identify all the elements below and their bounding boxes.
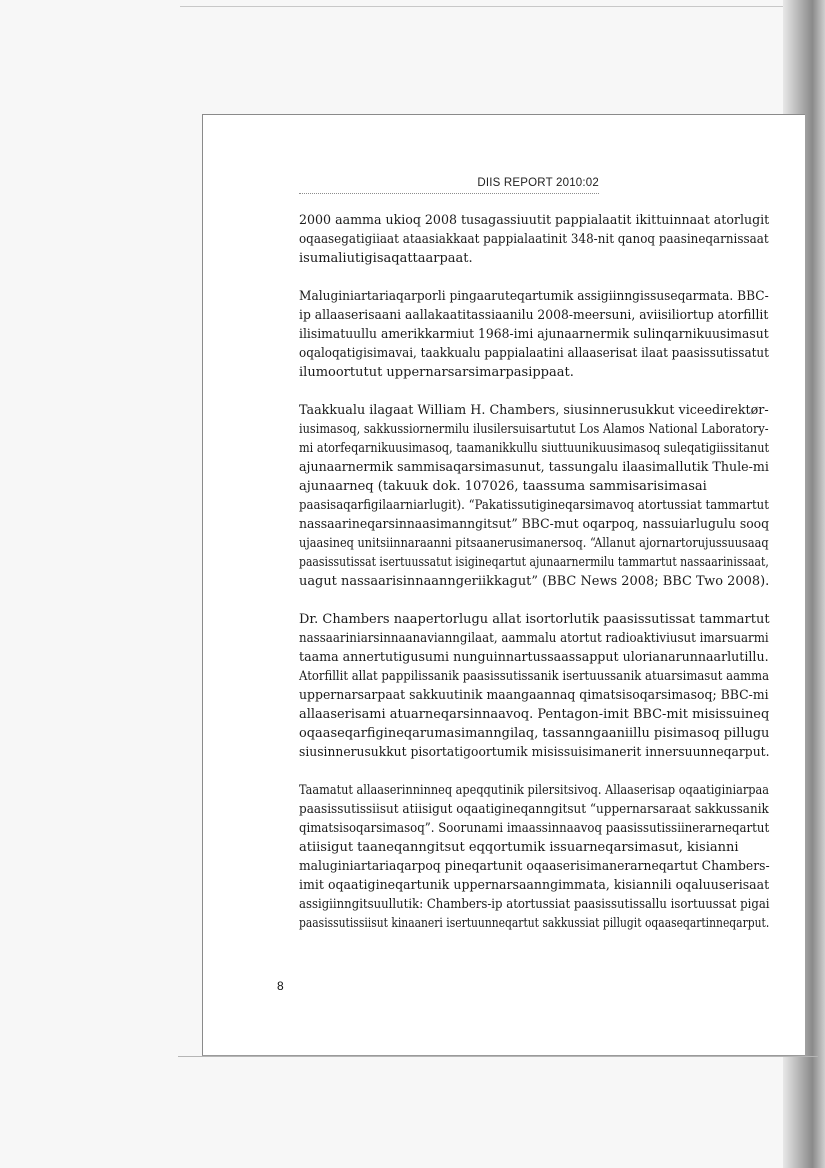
text-line: isumaliutigisaqattaarpaat. [299,251,473,266]
text-line: 2000 aamma ukioq 2008 tusagassiuutit pappialaatit ikittuinnaat atorlugit [299,213,770,228]
page-shadow [178,1056,818,1057]
text-line: ajunaarneq (takuuk dok. 107026, taassuma sammisarisimasai [299,479,707,494]
paragraph-4 [299,610,769,762]
text-line: Atorfillit allat pappilissanik paasissutissanik isertuussanik atuarsimasut aamma [299,669,770,684]
text-line: ilumoortutut uppernarsarsimarpasippaat. [299,365,574,380]
text-line: siusinnerusukkut pisortatigoortumik misissuisimanerit innersuunneqarput. [299,745,770,760]
text-line: oqaaseqarfigineqarumasimanngilaq, tassanngaaniillu pisimasoq pillugu [299,726,770,741]
paragraph-1 [299,211,769,268]
text-line: nassaarineqarsinnaasimanngitsut” BBC-mut oqarpoq, nassuiarlugulu sooq [299,517,770,532]
text-line: maluginiartariaqarpoq pineqartunit oqaaserisimanerarneqartut Chambers- [299,859,770,874]
text-line: ilisimatuullu amerikkarmiut 1968-imi ajunaarnermik sulinqarnikuusimasut [299,327,769,342]
text-line: allaaserisami atuarneqarsinnaavoq. Pentagon-imit BBC-mit misissuineq [299,707,770,722]
text-line: imit oqaatigineqartunik uppernarsaanngimmata, kisiannili oqaluuserisaat [299,878,770,893]
text-line: ajunaarnermik sammisaqarsimasunut, tassungalu ilaasimallutik Thule-mi [299,460,769,475]
text-line: Taamatut allaaserinninneq apeqqutinik pilersitsivoq. Allaaserisap oqaatiginiarpaa [299,783,769,798]
text-line: nassaariniarsinnaanavianngilaat, aammalu atortut radioaktiviusut imarsuarmi [299,631,769,646]
text-line: paasissutissiisut kinaaneri isertuunneqartut sakkussiat pillugit oqaaseqartinneqarput. [299,916,770,931]
text-line: paasisaqarfigilaarniarlugit). “Pakatissutigineqarsimavoq atortussiat tammartut [299,498,769,513]
document-page [202,114,805,1056]
text-line: paasissutissat isertuussatut isigineqartut ajunaarnermilu tammartut nassaarinissaat, [299,555,769,570]
scan-top-edge [180,6,820,7]
report-title: DIIS REPORT 2010:02 [477,177,599,189]
text-line: iusimasoq, sakkussiornermilu ilusilersuisartutut Los Alamos National Laboratory- [299,422,769,437]
text-line: Taakkualu ilagaat William H. Chambers, siusinnerusukkut viceedirektør- [299,403,769,418]
paragraph-2 [299,287,769,382]
text-line: paasissutissiisut atiisigut oqaatigineqanngitsut “uppernarsaraat sakkussanik [299,802,769,817]
text-line: Maluginiartariaqarporli pingaaruteqartumik assigiinngissuseqarmata. BBC- [299,289,769,304]
paragraph-3 [299,401,769,591]
body-text [299,211,769,952]
text-line: oqaloqatigisimavai, taakkualu pappialaatini allaaserisat ilaat paasissutissatut [299,346,769,361]
text-line: assigiinngitsuullutik: Chambers-ip atortussiat paasissutissallu isortuussat pigai [299,897,770,912]
text-line: oqaasegatigiiaat ataasiakkaat pappialaatinit 348-nit qanoq paasineqarnissaat [299,232,769,247]
text-line: uagut nassaarisinnaanngeriikkagut” (BBC News 2008; BBC Two 2008). [299,574,770,589]
paragraph-5 [299,781,769,933]
text-line: mi atorfeqarnikuusimasoq, taamanikkullu siuttuunikuusimasoq suleqatigiissitanut [299,441,769,456]
text-line: uppernarsarpaat sakkuutinik maangaannaq qimatsisoqarsimasoq; BBC-mi [299,688,769,703]
text-line: ip allaaserisaani aallakaatitassiaanilu 2008-meersuni, aviisiliortup atorfillit [299,308,769,323]
text-line: taama annertutigusumi nunguinnartussaassapput ulorianarunnaarlutillu. [299,650,769,665]
text-line: qimatsisoqarsimasoq”. Soorunami imaassinnaavoq paasissutissiinerarneqartut [299,821,770,836]
text-line: ujaasineq unitsiinnaraanni pitsaanerusimanersoq. “Allanut ajornartorujussuusaaq [299,536,769,551]
text-line: atiisigut taaneqanngitsut eqqortumik issuarneqarsimasut, kisianni [299,840,739,855]
text-line: Dr. Chambers naapertorlugu allat isortorlutik paasissutissat tammartut [299,612,770,627]
page-number: 8 [277,979,284,993]
running-header [299,177,599,194]
